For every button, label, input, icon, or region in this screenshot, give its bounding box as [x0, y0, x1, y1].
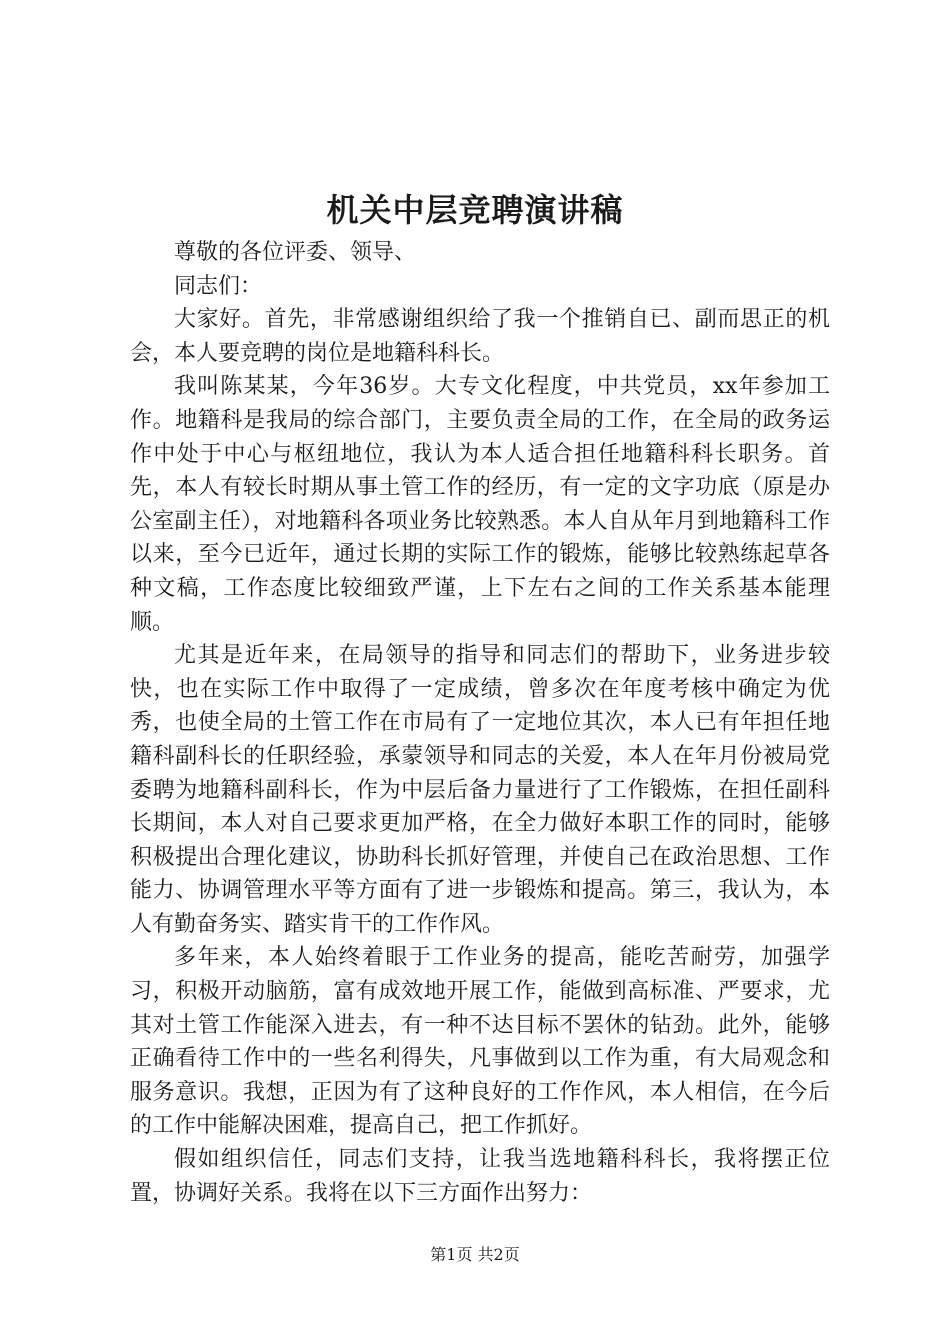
paragraph-self-introduction: 我叫陈某某，今年36岁。大专文化程度，中共党员，xx年参加工作。地籍科是我局的综合部门，主要负责全局的工作，在全局的政务运作中处于中心与枢纽地位，我认为本人适合担任地籍科科长职务。首先，本人有较长时期从事土管工作的经历，有一定的文字功底（原是办公室副主任），对地籍科各项业务比较熟悉。本人自从年月到地籍科工作以来，至今已近年，通过长期的实际工作的锻炼，能够比较熟练起草各种文稿，工作态度比较细致严谨，上下左右之间的工作关系基本能理顺。 — [130, 374, 830, 635]
paragraph-achievements: 尤其是近年来，在局领导的指导和同志们的帮助下，业务进步较快，也在实际工作中取得了一定成绩，曾多次在年度考核中确定为优秀，也使全局的土管工作在市局有了一定地位其次，本人已有年担任地籍科副科长的任职经验，承蒙领导和同志的关爱，本人在年月份被局党委聘为地籍科副科长，作为中层后备力量进行了工作锻炼，在担任副科长期间，本人对自己要求更加严格，在全力做好本职工作的同时，能够积极提出合理化建议，协助科长抓好管理，并使自己在政治思想、工作能力、协调管理水平等方面有了进一步锻炼和提高。第三，我认为，本人有勤奋务实、踏实肯干的工作作风。 — [130, 643, 830, 937]
paragraph-commitment: 假如组织信任，同志们支持，让我当选地籍科科长，我将摆正位置，协调好关系。我将在以下三方面作出努力： — [130, 1147, 830, 1206]
paragraph-greeting: 大家好。首先，非常感谢组织给了我一个推销自已、副而思正的机会，本人要竞聘的岗位是地籍科科长。 — [130, 307, 830, 366]
document-body — [130, 236, 830, 1210]
page-footer: 第1页 共2页 — [430, 1245, 520, 1264]
paragraph-work-style: 多年来，本人始终着眼于工作业务的提高，能吃苦耐劳，加强学习，积极开动脑筋，富有成效地开展工作，能做到高标准、严要求，尤其对土管工作能深入进去，有一种不达目标不罢休的钻劲。此外，能够正确看待工作中的一些名利得失，凡事做到以工作为重，有大局观念和服务意识。我想，正因为有了这种良好的工作作风，本人相信，在今后的工作中能解决困难，提高自己，把工作抓好。 — [130, 945, 830, 1139]
paragraph-salutation: 尊敬的各位评委、领导、 — [174, 240, 417, 265]
paragraph-salutation-comrades: 同志们： — [174, 273, 263, 299]
document-title: 机关中层竞聘演讲稿 — [326, 191, 624, 229]
